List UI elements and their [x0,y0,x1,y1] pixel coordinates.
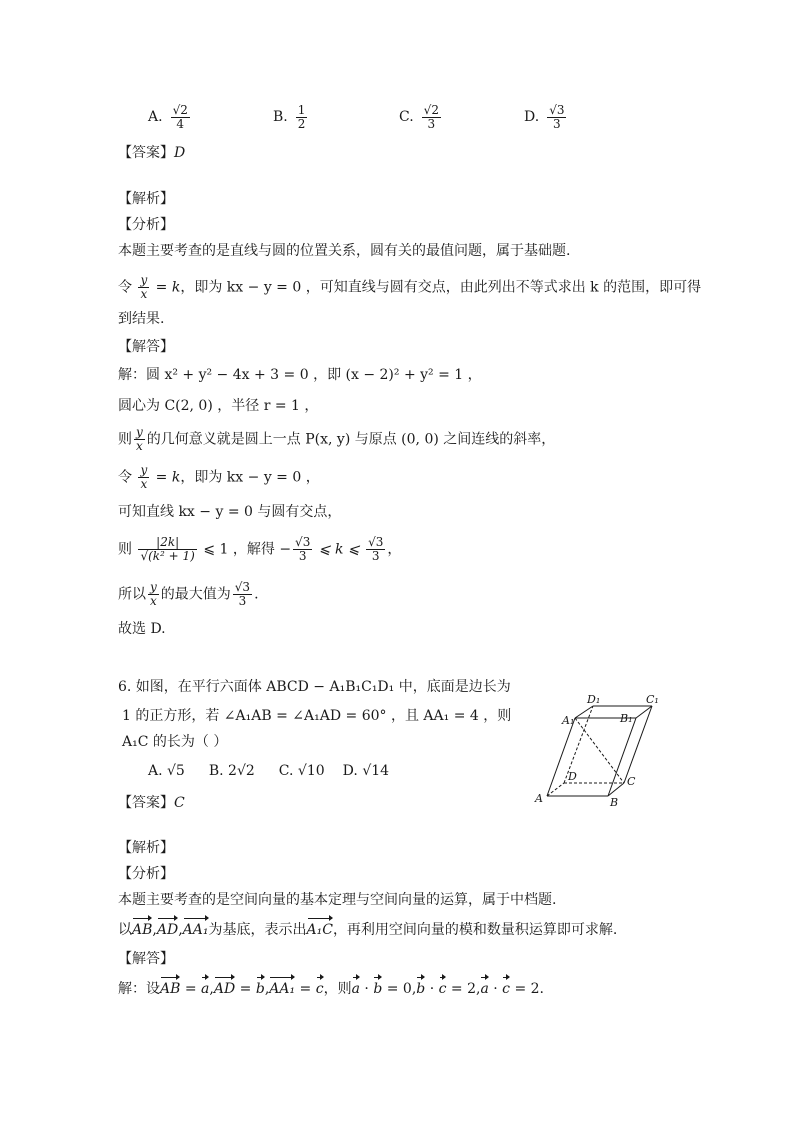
equation-part: = k [151,469,181,486]
numerator: |2k| [138,536,196,550]
text: 则 [118,541,132,558]
label-b: B [610,796,619,809]
option-d [343,761,389,781]
fraction-y-over-x [148,581,159,608]
numerator: √2 [172,102,188,117]
text: 的几何意义就是圆上一点 P(x, y) 与原点 (0, 0) 之间连线的斜率， [146,431,556,448]
numerator: √3 [234,580,251,594]
numerator: √3 [368,535,384,549]
answer-value: D [174,145,186,161]
text: 以 [118,922,132,938]
parallelepiped-figure [530,692,710,812]
vector-b: b [255,981,265,997]
option-fraction [547,104,566,131]
option-a [148,100,192,134]
label-d: D [568,770,577,783]
denominator: x [150,594,157,608]
vector-ad: AD [213,981,236,997]
option-fraction [296,104,308,131]
numerator: √2 [423,102,439,117]
text: = 2. [514,981,545,997]
option-letter: D. [524,109,540,125]
label-b1: B₁ [620,712,633,725]
denominator: x [140,287,148,301]
text: ，则 [323,981,352,997]
label-c1: C₁ [646,693,659,706]
numerator: y [140,273,148,287]
text: 解：设 [118,981,160,997]
fraction-sqrt3-over-3 [293,536,312,563]
denominator: 3 [427,116,436,131]
vector-c: c [502,981,511,997]
option-d [524,100,568,134]
text: ⩽ k ⩽ [318,541,360,558]
text: 令 [118,469,132,486]
text: ⩽ 1 ，解得 − [203,541,292,558]
text: 的最大值为 [160,586,231,603]
q5-step1: 解：圆 x² + y² − 4x + 3 = 0 ，即 (x − 2)² + y² = 1 ， [118,367,482,383]
text: = 0, [386,981,417,997]
q5-step7 [118,581,259,608]
denominator: 3 [298,549,307,563]
q5-step8: 故选 D. [118,621,166,637]
option-fraction [422,104,441,131]
option-value: 2√2 [228,763,255,779]
q5-fenxi-line2 [118,274,701,301]
option-c [279,761,325,781]
edge-aa1 [547,718,575,796]
option-letter: C. [278,763,294,779]
option-letter: A. [148,109,163,125]
denominator: √(k² + 1) [140,549,195,563]
text: ，即为 kx − y = 0 ，可知直线与圆有交点，由此列出不等式求出 k 的范围，即可得 [180,279,702,296]
q6-fenxi-line1: 本题主要考查的是空间向量的基本定理与空间向量的运算，属于中档题. [118,892,557,908]
label-d1: D₁ [587,693,601,706]
fraction-sqrt3-over-3 [233,581,252,608]
vector-a: a [201,981,210,997]
vector-aa1: AA₁ [182,922,209,938]
q5-answer [118,143,185,163]
answer-label: 【答案】 [118,795,174,811]
vector-c: c [438,981,447,997]
q6-options [148,761,389,781]
denominator: x [136,439,143,453]
vector-a: a [480,981,489,997]
label-a: A [535,792,543,805]
option-letter: C. [399,109,414,125]
q5-step3 [118,426,555,453]
fraction-y-over-x [134,426,145,453]
q5-analysis-label: 【解析】 [118,191,174,207]
q6-analysis-label: 【解析】 [118,840,174,856]
denominator: 3 [371,549,380,563]
label-a1: A₁ [562,714,575,727]
denominator: x [140,477,148,491]
option-a [148,761,185,781]
option-value: √14 [362,763,390,779]
answer-value: C [174,795,185,811]
option-b [209,761,255,781]
denominator: 3 [238,594,247,608]
q6-line3: A₁C 的长为（ ） [122,734,228,750]
q6-line2: 1 的正方形，若 ∠A₁AB = ∠A₁AD = 60° ，且 AA₁ = 4 ，则 [122,708,512,724]
text: . [254,586,259,603]
text: = 2, [450,981,481,997]
numerator: 1 [297,102,306,117]
denominator: 2 [297,116,306,131]
fraction-abs-2k [138,536,196,563]
numerator: y [140,463,148,477]
q5-fenxi-label: 【分析】 [118,217,174,233]
option-b [273,100,309,134]
vector-b: b [416,981,426,997]
vector-c: c [315,981,324,997]
q6-step1: 解：设AB = a,AD = b,AA₁ = c，则a · b = 0,b · c = 2,a · c = 2. [118,981,545,997]
equation-part: = k [151,279,181,296]
text: 则 [118,431,132,448]
option-letter: A. [148,763,163,779]
vector-ad: AD [156,922,179,938]
option-c [399,100,443,134]
text: 令 [118,279,132,296]
denominator: 3 [553,116,561,131]
fraction-y-over-x [138,464,149,491]
q6-line1: 6. 如图，在平行六面体 ABCD − A₁B₁C₁D₁ 中，底面是边长为 [118,679,511,695]
q5-fenxi-line1: 本题主要考查的是直线与圆的位置关系，圆有关的最值问题，属于基础题. [118,243,571,259]
vector-b: b [373,981,383,997]
vector-a1c: A₁C [306,922,333,938]
q5-jieda-label: 【解答】 [118,339,174,355]
numerator: √3 [549,102,565,117]
q5-step6 [118,536,401,563]
label-c: C [627,775,636,788]
vector-ab: AB [132,922,153,938]
numerator: y [150,580,157,594]
q6-fenxi-line2: 以AB,AD,AA₁为基底，表示出A₁C，再利用空间向量的模和数量积运算即可求解. [118,922,618,938]
denominator: 4 [176,116,185,131]
numerator: y [136,425,143,439]
option-value: √5 [167,763,185,779]
text: ， [387,541,402,558]
q6-jieda-label: 【解答】 [118,951,174,967]
text: 所以 [118,586,146,603]
q5-step5: 可知直线 kx − y = 0 与圆有交点， [118,504,342,520]
text: ，再利用空间向量的模和数量积运算即可求解. [332,922,618,938]
option-letter: B. [208,763,224,779]
fraction-y-over-x [138,274,149,301]
answer-label: 【答案】 [118,145,174,161]
fraction-sqrt3-over-3 [366,536,385,563]
option-letter: B. [273,109,288,125]
option-letter: D. [342,763,358,779]
q5-fenxi-line3: 到结果. [118,311,165,327]
vector-ab: AB [160,981,181,997]
numerator: √3 [295,535,311,549]
option-value: √10 [297,763,325,779]
q6-fenxi-label: 【分析】 [118,866,174,882]
q5-step4 [118,464,320,491]
text: 为基底，表示出 [208,922,307,938]
option-fraction [171,104,190,131]
text: ，即为 kx − y = 0 ， [180,469,320,486]
q6-answer [118,793,185,813]
vector-a: a [351,981,360,997]
vector-aa1: AA₁ [269,981,296,997]
q5-step2: 圆心为 C(2, 0) ，半径 r = 1 ， [118,398,319,414]
